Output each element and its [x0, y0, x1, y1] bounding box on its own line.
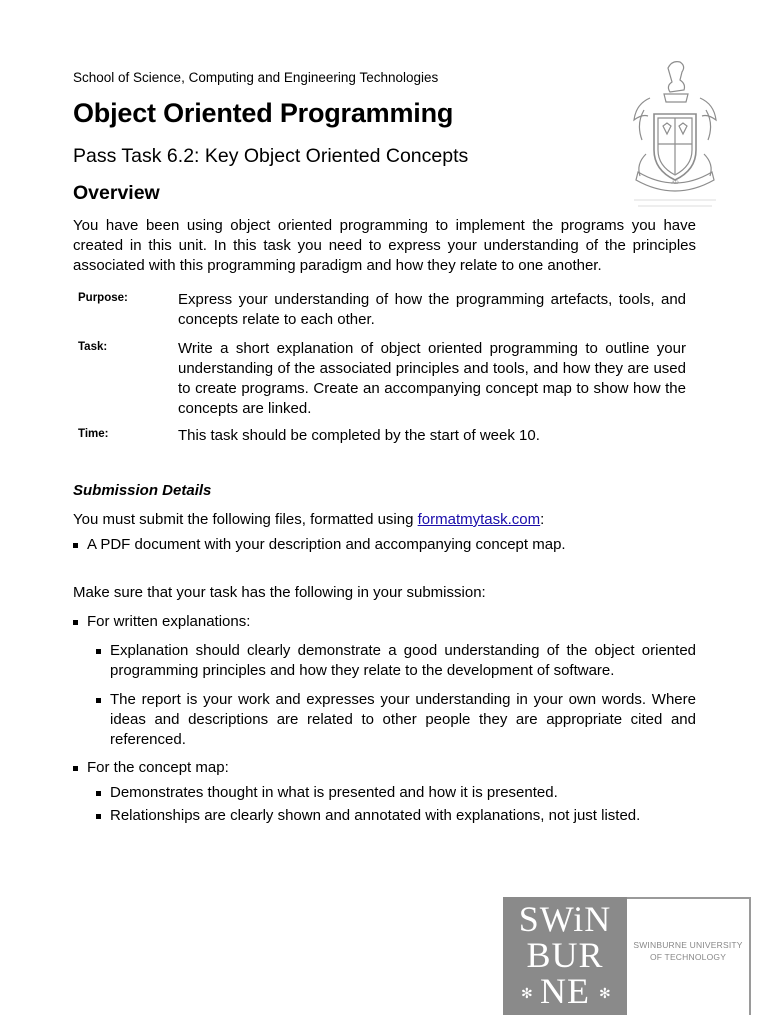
- university-crest-icon: [630, 54, 720, 219]
- star-icon: ✻: [521, 985, 533, 1001]
- written-heading: For written explanations:: [87, 613, 251, 630]
- list-item: [73, 535, 696, 555]
- map-item-2: Relationships are clearly shown and annotated with explanations, not just listed.: [110, 807, 641, 824]
- list-item: [96, 690, 696, 750]
- logo-name-panel: [627, 897, 751, 1015]
- checklist-intro: Make sure that your task has the following in your submission:: [73, 584, 486, 601]
- bullet-icon: [73, 766, 78, 771]
- time-text: This task should be completed by the start of week 10.: [178, 427, 540, 444]
- star-icon: ✻: [599, 985, 611, 1001]
- bullet-icon: [96, 698, 101, 703]
- purpose-label: Purpose:: [78, 292, 128, 304]
- formatmytask-link[interactable]: formatmytask.com: [417, 511, 541, 528]
- written-item-1: Explanation should clearly demonstrate a good understanding of the object oriented programming principles and how they relate to the development of software.: [110, 642, 696, 679]
- overview-heading: Overview: [73, 182, 160, 204]
- task-text: Write a short explanation of object oriented programming to outline your understanding of the associated principles and tools, and how they are used to create programs. Create an accompanying concept map to show how the concepts are linked.: [178, 340, 686, 417]
- swinburne-logo: [503, 897, 751, 1015]
- list-item: [96, 806, 696, 826]
- logo-wordmark: [503, 897, 627, 1015]
- university-name-line-2: OF TECHNOLOGY: [649, 952, 727, 962]
- bullet-icon: [96, 649, 101, 654]
- school-name: School of Science, Computing and Engineering Technologies: [73, 70, 439, 85]
- list-item: [96, 641, 696, 681]
- task-label: Task:: [78, 341, 108, 353]
- logo-line-2: BUR: [526, 935, 604, 975]
- bullet-icon: [96, 814, 101, 819]
- map-heading: For the concept map:: [87, 759, 229, 776]
- list-item: [73, 758, 696, 778]
- time-label: Time:: [78, 428, 109, 440]
- submission-intro-text: You must submit the following files, formatted using: [73, 511, 418, 528]
- intro-paragraph: You have been using object oriented programming to implement the programs you have created in this unit. In this task you need to express your understanding of the principles associated with this programming paradigm and how they relate to one another.: [73, 217, 696, 274]
- written-item-2: The report is your work and expresses your understanding in your own words. Where ideas and descriptions are related to other people they are appropriate cited and referenced.: [110, 691, 696, 748]
- logo-line-3: NE: [540, 971, 590, 1011]
- list-item: [73, 612, 696, 632]
- bullet-icon: [96, 791, 101, 796]
- submission-intro: [73, 510, 696, 530]
- list-item: [96, 783, 696, 803]
- purpose-text: Express your understanding of how the programming artefacts, tools, and concepts relate to each other.: [178, 291, 686, 328]
- bullet-icon: [73, 620, 78, 625]
- svg-text:AD: AD: [671, 181, 679, 186]
- bullet-icon: [73, 543, 78, 548]
- logo-line-1: SWiN: [518, 899, 612, 939]
- file-item-text: A PDF document with your description and accompanying concept map.: [87, 536, 566, 553]
- submission-heading: Submission Details: [73, 482, 212, 499]
- map-item-1: Demonstrates thought in what is presented and how it is presented.: [110, 784, 558, 801]
- submission-intro-end: :: [540, 511, 545, 528]
- unit-title: Object Oriented Programming: [73, 98, 454, 128]
- task-title: Pass Task 6.2: Key Object Oriented Concepts: [73, 145, 469, 167]
- university-name-line-1: SWINBURNE UNIVERSITY: [633, 940, 743, 950]
